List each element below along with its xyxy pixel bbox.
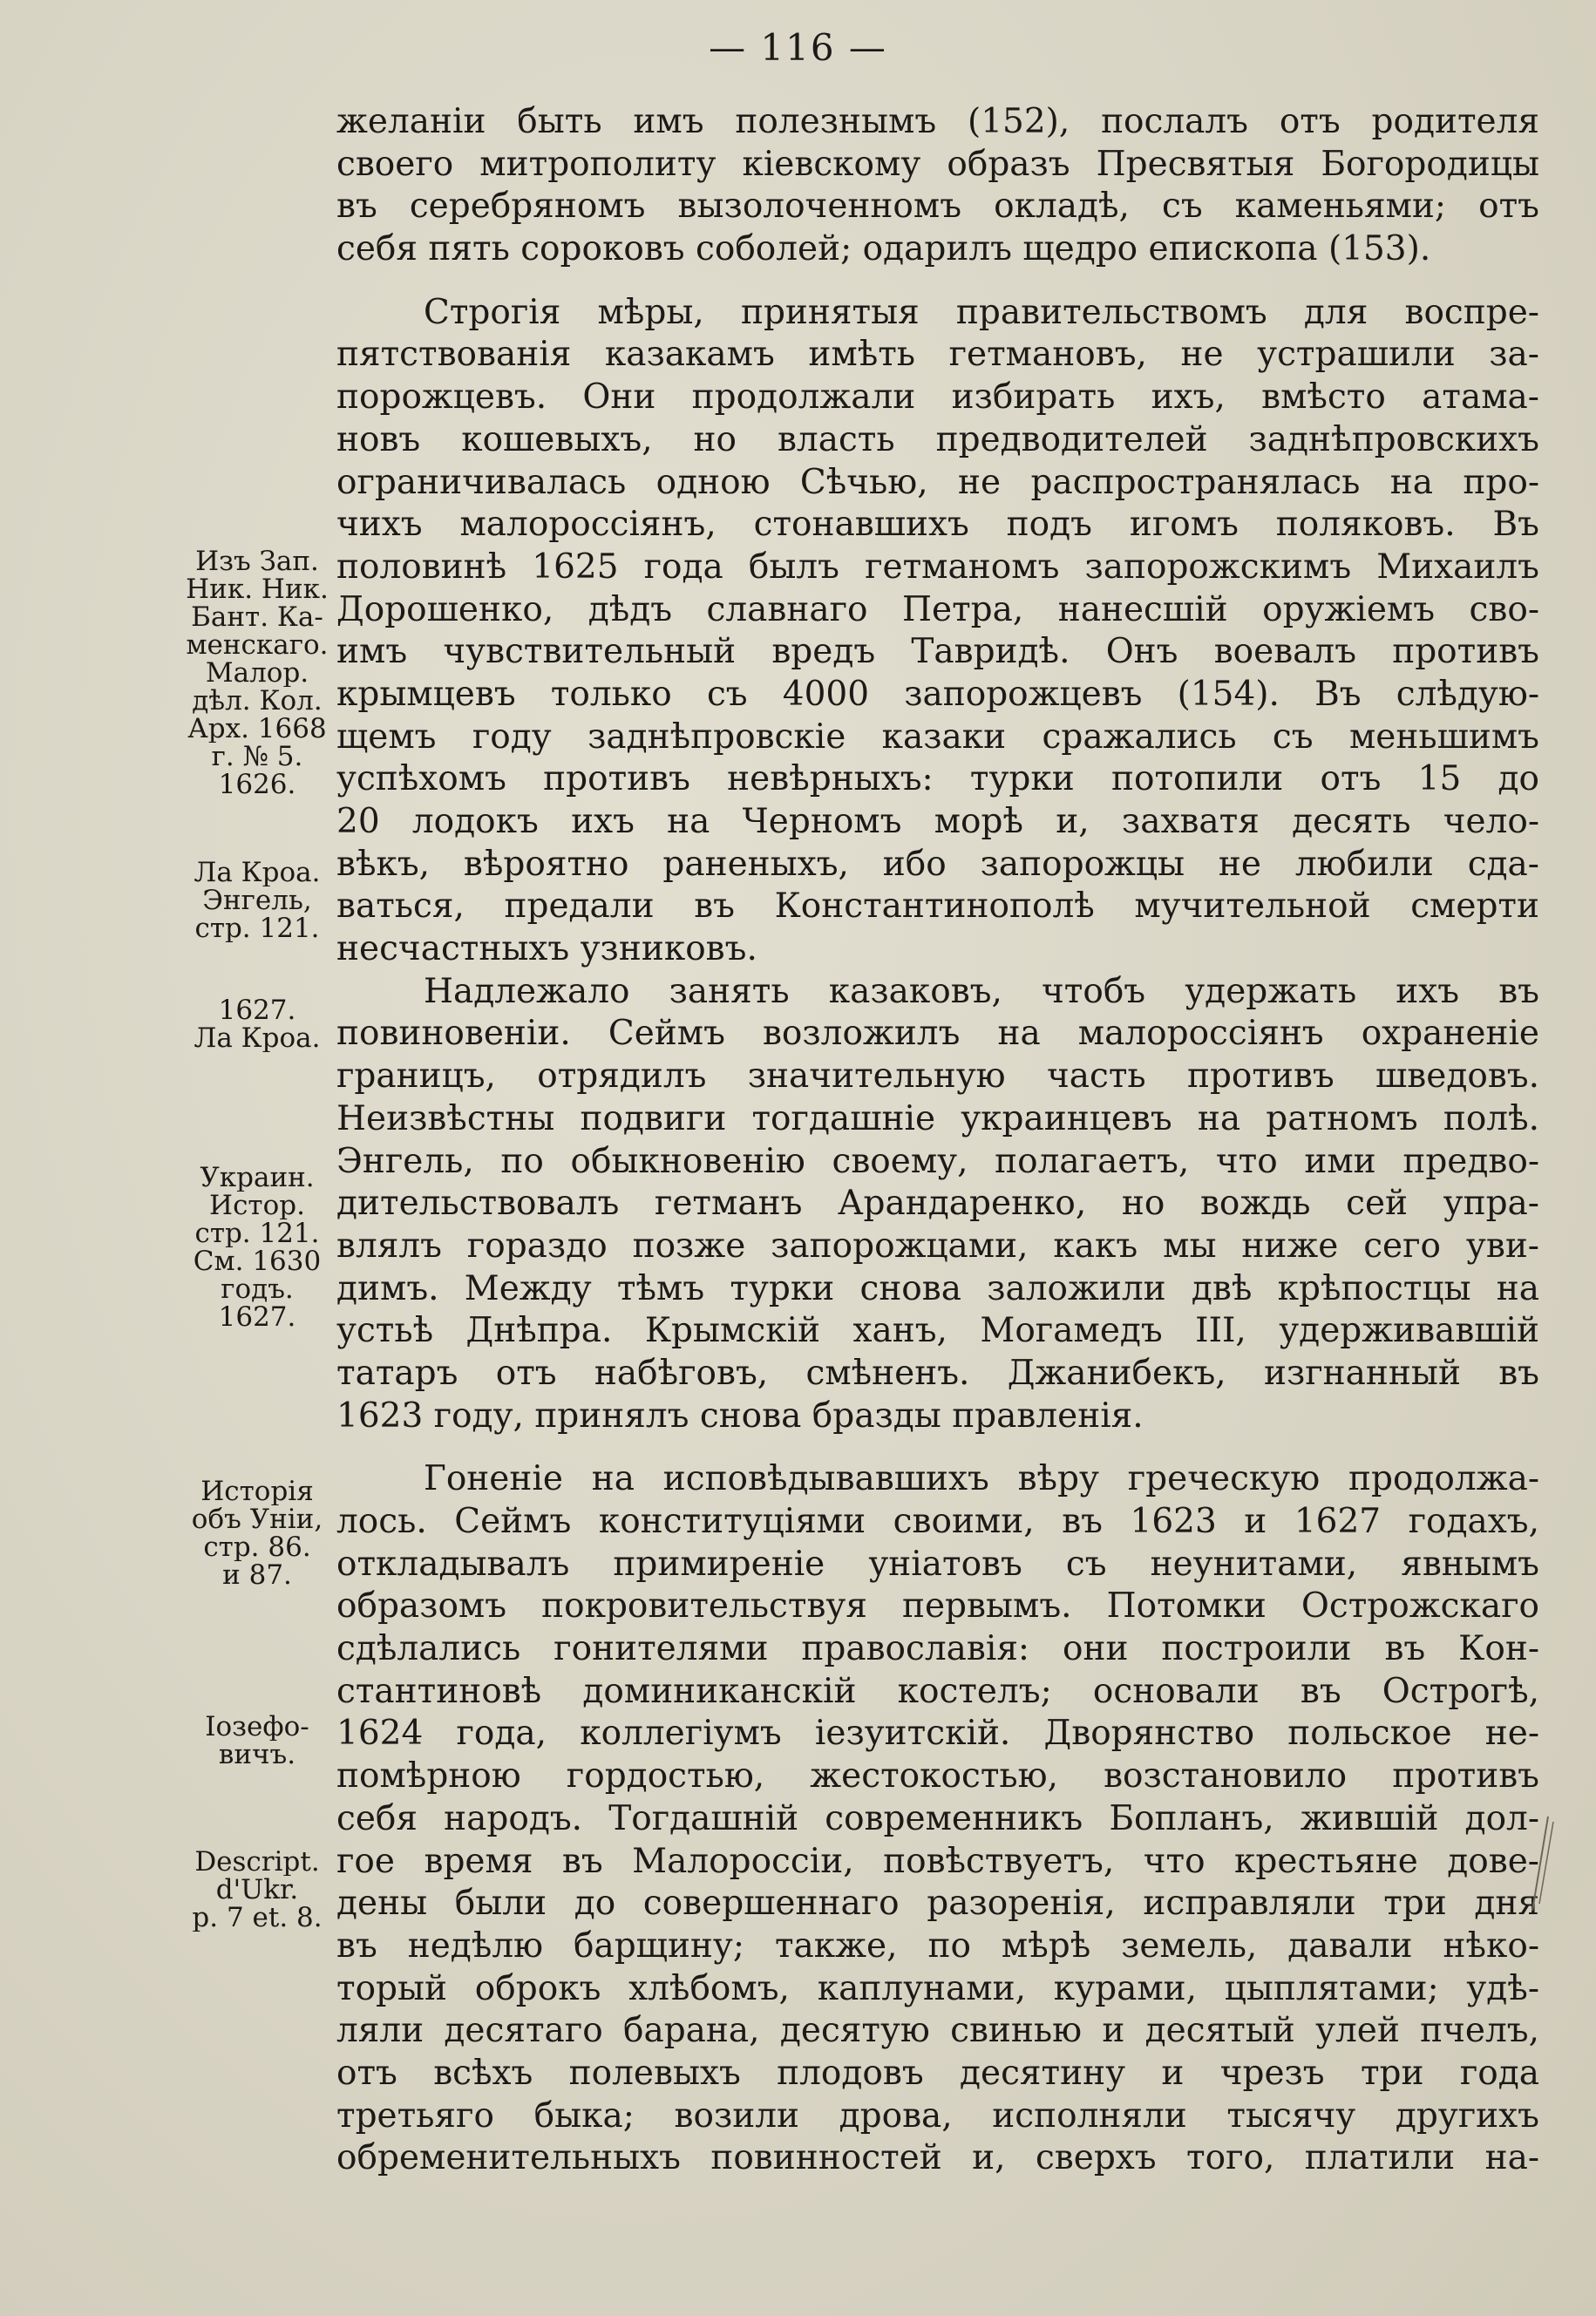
margin-note-line: Изъ Зап. [195, 547, 319, 575]
margin-note-line: стр. 121. [194, 1219, 320, 1247]
text-line: 20 лодокъ ихъ на Черномъ морѣ и, захватя десять чело- [336, 802, 1539, 841]
margin-note-line: Descript. [194, 1848, 320, 1876]
margin-note-line: вичъ. [218, 1741, 296, 1769]
margin-note-la-croix-engel [179, 859, 336, 942]
margin-note-line: 1627. [218, 996, 296, 1024]
margin-note-line: 1626. [218, 771, 296, 798]
margin-note-iozefovich [179, 1713, 336, 1769]
main-text-column [336, 101, 1539, 2180]
margin-note-ukrain-history [179, 1164, 336, 1331]
text-line: устьѣ Днѣпра. Крымскій ханъ, Могамедъ III, удерживавшій [336, 1311, 1539, 1351]
text-line: въ недѣлю барщину; также, по мѣрѣ земель, давали нѣко- [336, 1925, 1539, 1966]
text-line: лось. Сеймъ конституціями своими, въ 1623 и 1627 годахъ, [336, 1502, 1539, 1541]
margin-note-line: дѣл. Кол. [192, 687, 323, 715]
text-line: несчастныхъ узниковъ. [336, 929, 757, 969]
text-line: обременительныхъ повинностей и, сверхъ того, платили на- [336, 2138, 1539, 2178]
text-line: Гоненіе на исповѣдывавшихъ вѣру греческую продолжа- [424, 1459, 1539, 1499]
margin-note-line: Бант. Ка- [191, 603, 323, 631]
text-line: 1624 года, коллегіумъ іезуитскій. Дворянство польское не- [336, 1714, 1539, 1754]
text-line: щемъ году заднѣпровскіе казаки сражались съ меньшимъ [336, 717, 1539, 757]
text-line: порожцевъ. Они продолжали избирать ихъ, вмѣсто атама- [336, 377, 1539, 418]
text-line: повиновеніи. Сеймъ возложилъ на малороссіянъ охраненіе [336, 1014, 1539, 1054]
margin-note-kamensky [179, 547, 336, 798]
text-line: вѣкъ, вѣроятно раненыхъ, ибо запорожцы не любили сда- [336, 844, 1539, 884]
margin-note-line: p. 7 et. 8. [192, 1904, 323, 1932]
margin-note-line: 1627. [218, 1303, 296, 1331]
text-line: отъ всѣхъ полевыхъ плодовъ десятину и чрезъ три года [336, 2053, 1539, 2093]
text-line: сдѣлались гонителями православія: они построили въ Кон- [336, 1629, 1539, 1669]
text-line: Неизвѣстны подвиги тогдашніе украинцевъ на ратномъ полѣ. [336, 1098, 1539, 1138]
margin-note-line: Истор. [209, 1192, 305, 1219]
text-line: помѣрною гордостью, жестокостью, возстановило противъ [336, 1756, 1539, 1796]
paragraph-3 [336, 971, 1539, 1438]
text-line: имъ чувствительный вредъ Тавридѣ. Онъ воевалъ противъ [336, 632, 1539, 672]
text-line: Дорошенко, дѣдъ славнаго Петра, нанесшій оружіемъ сво- [336, 589, 1539, 629]
text-line: новъ кошевыхъ, но власть предводителей заднѣпровскихъ [336, 419, 1539, 459]
margin-note-line: Украин. [200, 1164, 315, 1192]
text-line: димъ. Между тѣмъ турки снова заложили двѣ крѣпостцы на [336, 1268, 1539, 1308]
margin-note-line: Арх. 1668 [187, 715, 327, 743]
margin-note-description-ukraine [179, 1848, 336, 1932]
text-line: 1623 году, принялъ снова бразды правленія. [336, 1396, 1144, 1436]
text-line: Строгія мѣры, принятыя правительствомъ для воспре- [424, 292, 1539, 332]
text-line: третьяго быка; возили дрова, исполняли тысячу другихъ [336, 2095, 1539, 2136]
margin-note-line: Ла Кроа. [194, 1024, 321, 1052]
margin-note-line: См. 1630 [193, 1247, 322, 1275]
text-line: крымцевъ только съ 4000 запорожцевъ (154). Въ слѣдую- [336, 674, 1539, 714]
text-line: желаніи быть имъ полезнымъ (152), послалъ отъ родителя [336, 102, 1539, 141]
margin-note-line: объ Уніи, [191, 1505, 323, 1533]
text-line: ограничивалась одною Сѣчью, не распространялась на про- [336, 462, 1539, 502]
paragraph-4 [336, 1458, 1539, 2180]
paragraph-2 [336, 292, 1539, 971]
margin-note-line: Исторія [200, 1477, 314, 1505]
text-line: себя пять сороковъ соболей; одарилъ щедро епископа (153). [336, 229, 1431, 269]
text-line: дены были до совершеннаго разоренія, исправляли три дня [336, 1884, 1539, 1924]
margin-note-union-history [179, 1477, 336, 1589]
margin-note-1627-la-croix [179, 996, 336, 1052]
text-line: своего митрополиту кіевскому образъ Пресвятыя Богородицы [336, 144, 1539, 184]
text-line: гое время въ Малороссіи, повѣствуетъ, что крестьяне дове- [336, 1841, 1539, 1881]
pencil-mark-icon [1522, 1813, 1557, 1918]
margin-note-line: стр. 86. [203, 1533, 311, 1561]
text-line: откладывалъ примиреніе уніатовъ съ неунитами, явнымъ [336, 1544, 1539, 1584]
margin-note-line: менскаго. [186, 631, 329, 659]
text-line: въ серебряномъ вызолоченномъ окладѣ, съ каменьями; отъ [336, 187, 1539, 227]
text-line: стантиновѣ доминиканскій костелъ; основали въ Острогѣ, [336, 1671, 1539, 1711]
text-line: образомъ покровительствуя первымъ. Потомки Острожскаго [336, 1586, 1539, 1627]
text-line: Надлежало занять казаковъ, чтобъ удержать ихъ въ [424, 971, 1539, 1011]
text-line: ляли десятаго барана, десятую свинью и десятый улей пчелъ, [336, 2011, 1539, 2051]
margin-note-line: Ла Кроа. [194, 859, 321, 886]
margin-note-line: Малор. [205, 659, 309, 687]
text-line: половинѣ 1625 года былъ гетманомъ запорожскимъ Михаилъ [336, 547, 1539, 587]
text-line: чихъ малороссіянъ, стонавшихъ подъ игомъ поляковъ. Въ [336, 505, 1539, 545]
text-line: влялъ гораздо позже запорожцами, какъ мы ниже сего уви- [336, 1226, 1539, 1266]
margin-note-line: Энгель, [202, 886, 312, 914]
margin-note-line: d'Ukr. [215, 1876, 299, 1904]
text-line: себя народъ. Тогдашній современникъ Бопланъ, жившій дол- [336, 1798, 1539, 1838]
text-line: татаръ отъ набѣговъ, смѣненъ. Джанибекъ, изгнанный въ [336, 1353, 1539, 1393]
margin-note-line: и 87. [222, 1561, 292, 1589]
margin-note-line: Іозефо- [205, 1713, 309, 1741]
margin-note-line: Ник. Ник. [186, 575, 329, 603]
text-line: Энгель, по обыкновенію своему, полагаетъ, что ими предво- [336, 1141, 1539, 1181]
margin-note-line: стр. 121. [194, 914, 320, 942]
margin-note-line: годъ. [221, 1275, 294, 1303]
text-line: пятствованія казакамъ имѣть гетмановъ, не устрашили за- [336, 335, 1539, 375]
text-line: ваться, предали въ Константинополѣ мучительной смерти [336, 886, 1539, 927]
text-line: дительствовалъ гетманъ Арандаренко, но вождь сей упра- [336, 1184, 1539, 1224]
text-line: торый оброкъ хлѣбомъ, каплунами, курами, цыплятами; удѣ- [336, 1968, 1539, 2008]
paragraph-1 [336, 101, 1539, 271]
page-number: — 116 — [709, 26, 887, 69]
text-line: границъ, отрядилъ значительную часть противъ шведовъ. [336, 1056, 1539, 1097]
text-line: успѣхомъ противъ невѣрныхъ: турки потопили отъ 15 до [336, 759, 1539, 799]
margin-note-line: г. № 5. [211, 743, 303, 771]
